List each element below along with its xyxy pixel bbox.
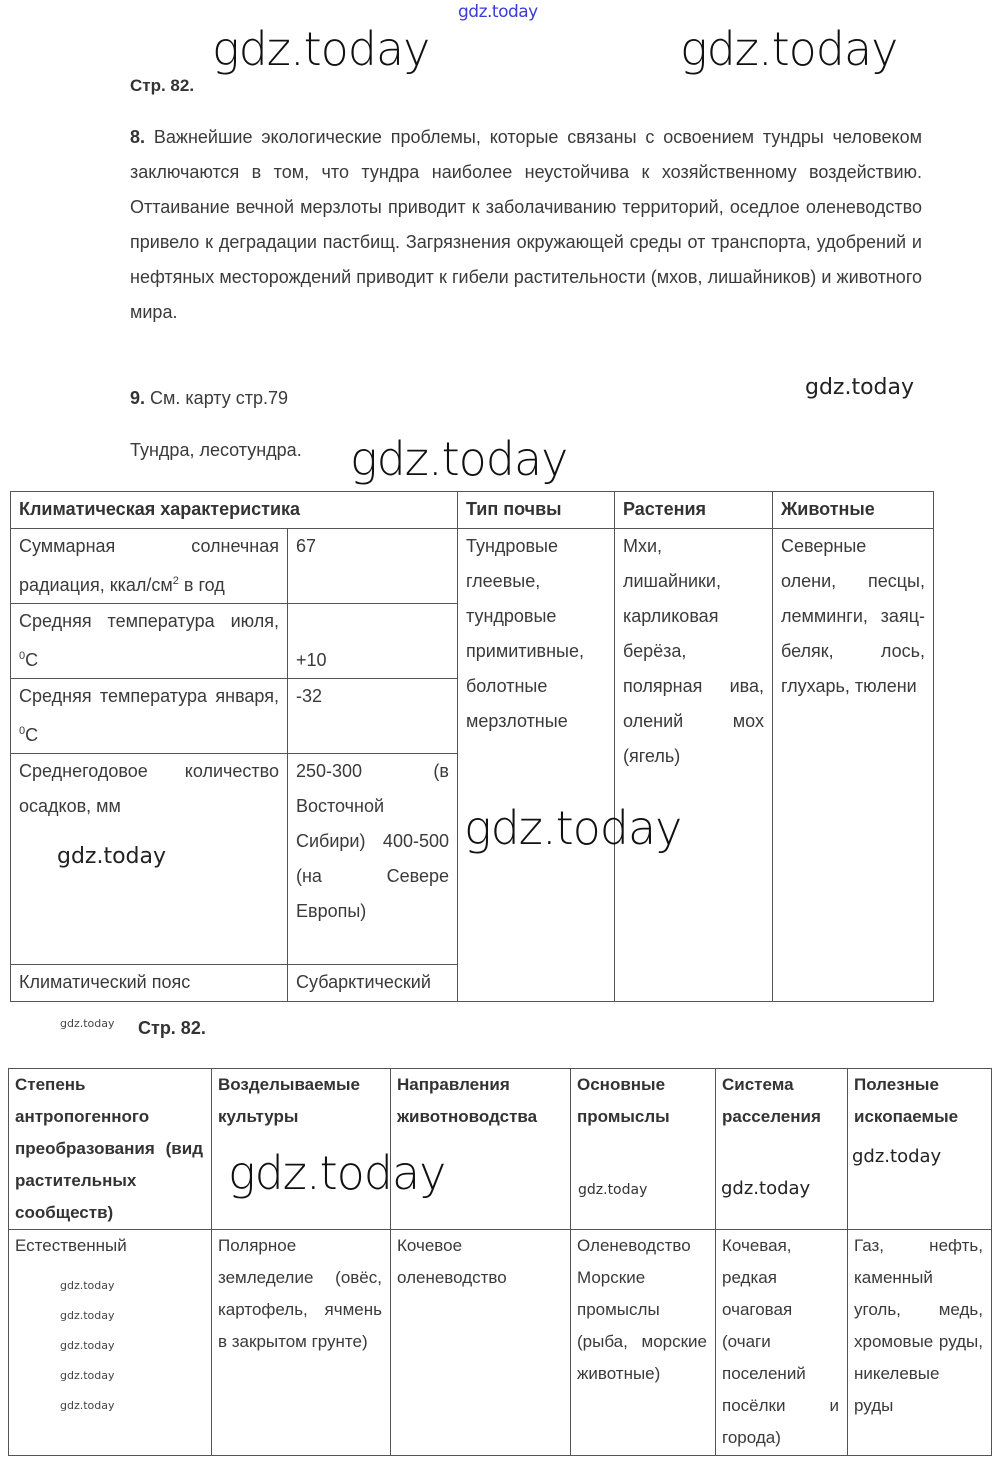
row-value: +10 — [288, 604, 458, 679]
cell: Оленеводство Морские промыслы (рыба, морские животные) — [571, 1230, 716, 1456]
section-heading: Стр. 82. — [138, 1018, 206, 1038]
header-cell: Полезные ископаемые — [848, 1069, 992, 1230]
table-row — [11, 529, 934, 604]
header-cell: Возделываемые культуры — [212, 1069, 391, 1230]
watermark: gdz.today — [464, 801, 682, 855]
cell: Газ, нефть, каменный уголь, медь, хромовые руды, никелевые руды — [848, 1230, 992, 1456]
table-header — [9, 1069, 992, 1230]
watermark: gdz.today — [578, 1182, 648, 1198]
header-cell: Животные — [773, 492, 934, 529]
row-label: Среднегодовое количество осадков, мм — [11, 754, 288, 965]
watermark: gdz.today — [60, 1309, 115, 1322]
question-number: 9. — [130, 388, 146, 408]
watermark: gdz.today — [852, 1146, 942, 1167]
climate-table — [10, 491, 934, 1002]
watermark: gdz.today — [228, 1146, 446, 1200]
row-label: Средняя температура июля, $^0$С — [11, 604, 288, 679]
question-number: 8. — [130, 127, 146, 147]
row-value: Субарктический — [288, 965, 458, 1002]
header-cell: Направления животноводства — [391, 1069, 571, 1230]
zone-text: Тундра, лесотундра. — [130, 440, 302, 460]
cell: Естественный — [9, 1230, 212, 1456]
watermark: gdz.today — [57, 844, 167, 869]
economy-table — [8, 1068, 992, 1456]
header-cell: Степень антропогенного преобразования (вид растительных сообществ) — [9, 1069, 212, 1230]
soil-cell: Тундровые глеевые, тундровые примитивные, болотные мерзлотные — [458, 529, 615, 1002]
watermark-top: gdz.today — [458, 2, 538, 22]
watermark: gdz.today — [805, 375, 915, 400]
row-label: Климатический пояс — [11, 965, 288, 1002]
answer-9 — [130, 388, 288, 409]
header-cell: Система расселения — [716, 1069, 848, 1230]
table-header — [11, 492, 934, 529]
page-heading: Стр. 82. — [130, 76, 195, 95]
watermark: gdz.today — [60, 1339, 115, 1352]
cell: Полярное земледелие (овёс, картофель, ячмень в закрытом грунте) — [212, 1230, 391, 1456]
watermark: gdz.today — [60, 1017, 115, 1030]
animals-cell: Северные олени, песцы, лемминги, заяц-беляк, лось, глухарь, тюлени — [773, 529, 934, 1002]
watermark: gdz.today — [212, 22, 430, 76]
answer-8 — [130, 120, 922, 330]
header-cell: Тип почвы — [458, 492, 615, 529]
watermark: gdz.today — [60, 1279, 115, 1292]
watermark: gdz.today — [721, 1178, 811, 1199]
row-label: Суммарная солнечная радиация, ккал/$см^2$ в год — [11, 529, 288, 604]
plants-cell: Мхи, лишайники, карликовая берёза, полярная ива, олений мох (ягель) — [615, 529, 773, 1002]
watermark: gdz.today — [60, 1369, 115, 1382]
table-row — [9, 1230, 992, 1456]
watermark: gdz.today — [60, 1399, 115, 1412]
header-cell: Основные промыслы — [571, 1069, 716, 1230]
cell: Кочевая, редкая очаговая (очаги поселений посёлки и города) — [716, 1230, 848, 1456]
watermark: gdz.today — [350, 432, 568, 486]
watermark: gdz.today — [680, 22, 898, 76]
answer-text: Важнейшие экологические проблемы, которые связаны с освоением тундры человеком заключаются в том, что тундра наиболее неустойчива к хозяйственному воздействию. Оттаивание вечной мерзлоты приводит к заболачиванию территорий, оседлое оленеводство привело к деградации пастбищ. Загрязнения окружающей среды от транспорта, удобрений и нефтяных месторождений приводит к гибели растительности (мхов, лишайников) и животного мира. — [130, 127, 922, 322]
row-label: Средняя температура января, $^0$С — [11, 679, 288, 754]
row-value: 250-300 (в Восточной Сибири) 400-500 (на Севере Европы) — [288, 754, 458, 965]
row-value: 67 — [288, 529, 458, 604]
header-cell: Растения — [615, 492, 773, 529]
row-value: -32 — [288, 679, 458, 754]
answer-text: См. карту стр.79 — [150, 388, 289, 408]
header-cell: Климатическая характеристика — [11, 492, 458, 529]
cell: Кочевое оленеводство — [391, 1230, 571, 1456]
